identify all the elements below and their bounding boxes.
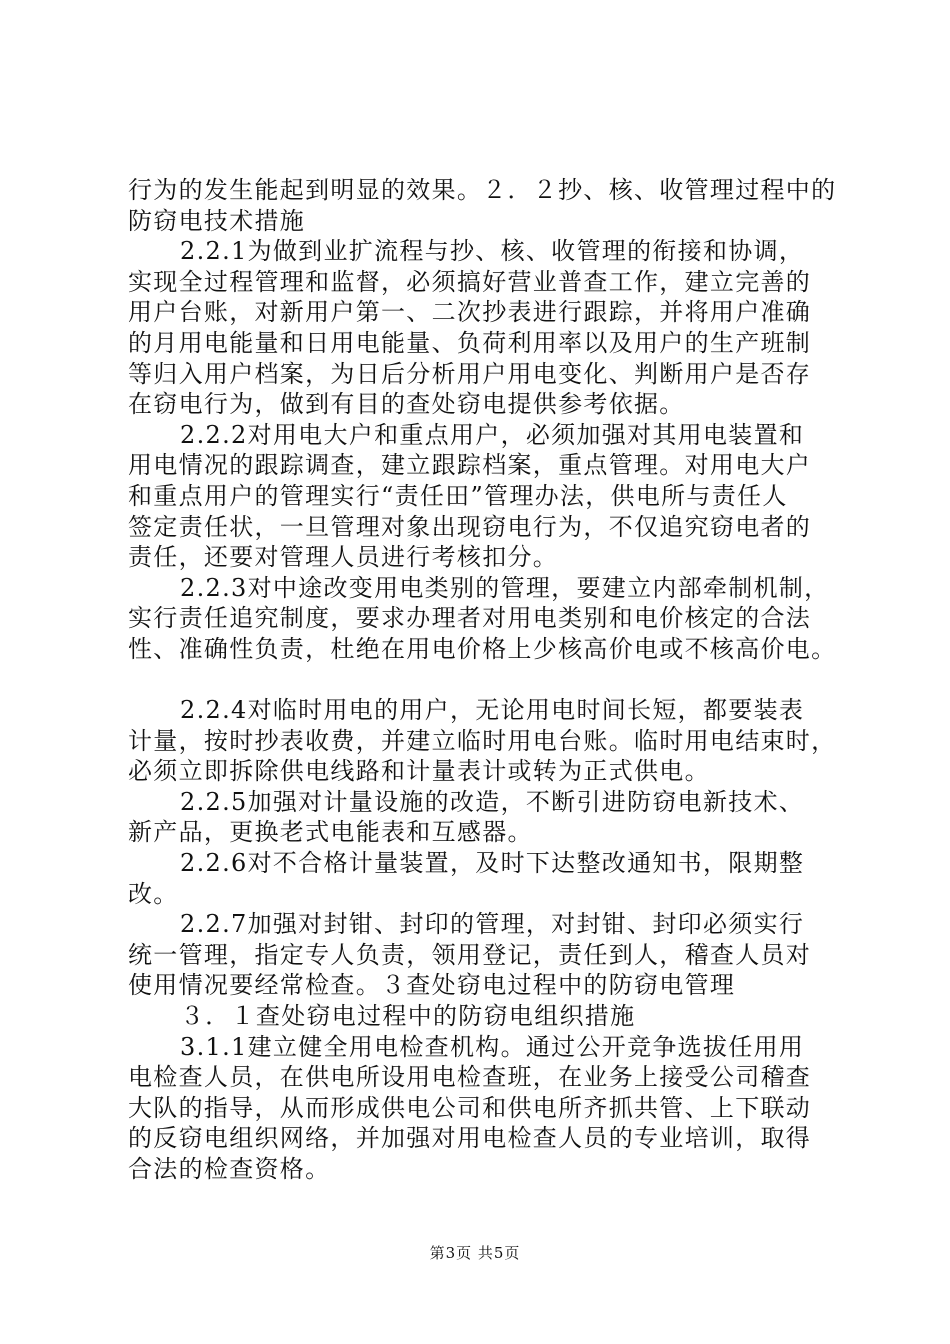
- text-line: 统一管理，指定专人负责，领用登记，责任到人，稽查人员对: [128, 940, 812, 969]
- text-line: 等归入用户档案，为日后分析用户用电变化、判断用户是否存: [128, 359, 812, 388]
- text-line: 性、准确性负责，杜绝在用电价格上少核高价电或不核高价电。: [128, 634, 837, 663]
- text-line: 用户台账，对新用户第一、二次抄表进行跟踪，并将用户准确: [128, 298, 812, 327]
- text-line: 改。: [128, 879, 179, 908]
- section-heading: ３．１查处窃电过程中的防窃电组织措施: [180, 1002, 636, 1031]
- text-line: 计量，按时抄表收费，并建立临时用电台账。临时用电结束时，: [128, 726, 837, 755]
- document-body: [128, 175, 837, 1185]
- page-number-footer: 第3页 共5页: [429, 1244, 521, 1262]
- text-line: 和重点用户的管理实行“责任田”管理办法，供电所与责任人: [128, 481, 788, 510]
- text-line: 的反窃电组织网络，并加强对用电检查人员的专业培训，取得: [128, 1124, 812, 1153]
- blank-line: [128, 665, 832, 696]
- text-line: 使用情况要经常检查。３查处窃电过程中的防窃电管理: [128, 971, 736, 1000]
- text-line: 用电情况的跟踪调查，建立跟踪档案，重点管理。对用电大户: [128, 451, 812, 480]
- text-line: 的月用电能量和日用电能量、负荷利用率以及用户的生产班制: [128, 328, 812, 357]
- paragraph-start-line: 2.2.5加强对计量设施的改造，不断引进防窃电新技术、: [180, 787, 805, 816]
- paragraph-start-line: 2.2.1为做到业扩流程与抄、核、收管理的衔接和协调，: [180, 237, 805, 266]
- paragraph-start-line: 2.2.2对用电大户和重点用户，必须加强对其用电装置和: [180, 420, 805, 449]
- text-line: 必须立即拆除供电线路和计量表计或转为正式供电。: [128, 757, 710, 786]
- paragraph-start-line: 2.2.7加强对封钳、封印的管理，对封钳、封印必须实行: [180, 910, 805, 939]
- paragraph-start-line: 2.2.6对不合格计量装置，及时下达整改通知书，限期整: [180, 849, 805, 878]
- text-line: 电检查人员，在供电所设用电检查班，在业务上接受公司稽查: [128, 1063, 812, 1092]
- paragraph-start-line: 2.2.4对临时用电的用户，无论用电时间长短，都要装表: [180, 696, 805, 725]
- text-line: 新产品，更换老式电能表和互感器。: [128, 818, 533, 847]
- text-line: 签定责任状，一旦管理对象出现窃电行为，不仅追究窃电者的: [128, 512, 812, 541]
- paragraph-start-line: 3.1.1建立健全用电检查机构。通过公开竞争选拔任用用: [180, 1032, 805, 1061]
- text-line: 实现全过程管理和监督，必须搞好营业普查工作，建立完善的: [128, 267, 812, 296]
- text-line: 责任，还要对管理人员进行考核扣分。: [128, 543, 559, 572]
- text-line: 防窃电技术措施: [128, 206, 306, 235]
- text-line: 在窃电行为，做到有目的查处窃电提供参考依据。: [128, 390, 685, 419]
- paragraph-start-line: 2.2.3对中途改变用电类别的管理，要建立内部牵制机制，: [180, 573, 830, 602]
- text-line: 实行责任追究制度，要求办理者对用电类别和电价核定的合法: [128, 604, 812, 633]
- text-line: 合法的检查资格。: [128, 1155, 331, 1183]
- text-line: 行为的发生能起到明显的效果。２．２抄、核、收管理过程中的: [128, 176, 837, 204]
- text-line: 大队的指导，从而形成供电公司和供电所齐抓共管、上下联动: [128, 1093, 812, 1122]
